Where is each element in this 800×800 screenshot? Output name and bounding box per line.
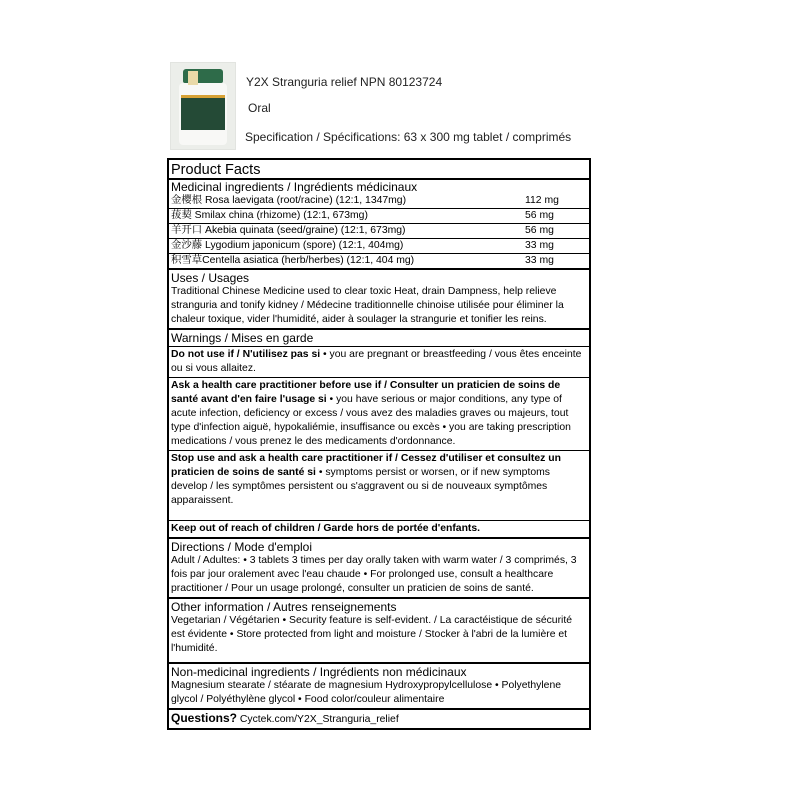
ingredient-row [169, 238, 589, 253]
non-medicinal-section [169, 662, 589, 708]
medicinal-section [169, 178, 589, 268]
warnings-heading: Warnings / Mises en garde [171, 331, 314, 345]
facts-title: Product Facts [171, 162, 261, 178]
other-info-text: Vegetarian / Végétarien • Security feature is self-evident. / La caractéistique de sécurité est évidente • Store protected from light and moisture / Stocker à l'abri de la lumière et l'humidité. [171, 615, 573, 654]
ingredient-name: 积雪草Centella asiatica (herb/herbes) (12:1, 404 mg) [171, 255, 415, 266]
stop-use-section [169, 450, 589, 520]
keep-out-section [169, 520, 589, 537]
non-medicinal-text: Magnesium stearate / stéarate de magnesium Hydroxypropylcellulose • Polyethylene glycol / Polyéthylène glycol • Food color/couleur alimentaire [171, 680, 562, 705]
ingredient-amount: 56 mg [525, 225, 554, 236]
ingredient-row [169, 208, 589, 223]
other-info-section [169, 597, 589, 662]
medicinal-heading: Medicinal ingredients / Ingrédients médicinaux [171, 180, 418, 194]
ingredient-name: 金沙藤 Lygodium japonicum (spore) (12:1, 404mg) [171, 240, 404, 251]
product-facts-box [167, 158, 591, 730]
do-not-use-label: Do not use if / N'utilisez pas si [171, 349, 321, 360]
ingredient-amount: 33 mg [525, 255, 554, 266]
ingredient-row [169, 253, 589, 268]
ask-practitioner-section [169, 377, 589, 450]
stop-use-text-block [171, 452, 587, 508]
ask-practitioner-text: • you have serious or major conditions, any type of acute infection, deficiency or excess / vous avez des maladies graves ou majeurs, tout type d'infection aiguë, hypokaliémie, insuffisance ou excès • you are taking prescription medications / vous prenez le des medicaments d'ordonnance. [171, 394, 571, 447]
do-not-use-section [169, 346, 589, 377]
bottle-label [181, 95, 225, 130]
ask-practitioner-text-block [171, 379, 587, 449]
questions-text-block [171, 711, 587, 727]
route-of-administration: Oral [248, 101, 271, 115]
warnings-section [169, 328, 589, 346]
ingredient-row [169, 194, 589, 208]
directions-text: Adult / Adultes: • 3 tablets 3 times per day orally taken with warm water / 3 comprimés, 3 fois par jour oralement avec l'eau chaude • For prolonged use, consult a healthcare practitioner / Pour un usage prolongé, consulter un praticien de soins de santé. [171, 555, 577, 594]
ingredient-amount: 33 mg [525, 240, 554, 251]
bottle-label-emblem [188, 71, 198, 85]
non-medicinal-heading: Non-medicinal ingredients / Ingrédients non médicinaux [171, 665, 467, 679]
ingredient-row [169, 223, 589, 238]
ingredient-name: 金樱根 Rosa laevigata (root/racine) (12:1, 1347mg) [171, 195, 407, 206]
specification: Specification / Spécifications: 63 x 300 mg tablet / comprimés [245, 130, 572, 144]
directions-heading: Directions / Mode d'emploi [171, 540, 313, 554]
ask-practitioner-label: Ask a health care practitioner before use if / Consulter un praticien de soins de santé avant d'en faire l'usage si [171, 380, 561, 405]
product-title: Y2X Stranguria relief NPN 80123724 [246, 75, 443, 89]
keep-out-text: Keep out of reach of children / Garde hors de portée d'enfants. [171, 523, 481, 534]
ingredient-name: 菝葜 Smilax china (rhizome) (12:1, 673mg) [171, 210, 368, 221]
uses-section [169, 268, 589, 328]
uses-heading: Uses / Usages [171, 271, 250, 285]
questions-link: Cyctek.com/Y2X_Stranguria_relief [237, 714, 399, 725]
stop-use-label: Stop use and ask a health care practitioner if / Cessez d'utiliser et consultez un praticien de soins de santé si [171, 453, 561, 478]
product-image [170, 62, 236, 150]
ingredient-amount: 56 mg [525, 210, 554, 221]
ingredient-amount: 112 mg [525, 195, 559, 206]
do-not-use-text: • you are pregnant or breastfeeding / vous êtes enceinte ou si vous allaitez. [171, 349, 582, 374]
questions-label: Questions? [171, 711, 238, 725]
stop-use-text: • symptoms persist or worsen, or if new symptoms develop / les symptômes persistent ou s'aggravent ou si de nouveaux symptômes apparaissent. [171, 467, 550, 506]
ingredient-name: 羊开口 Akebia quinata (seed/graine) (12:1, 673mg) [171, 225, 406, 236]
directions-section [169, 537, 589, 597]
do-not-use-text-block [171, 348, 587, 376]
uses-text: Traditional Chinese Medicine used to clear toxic Heat, drain Dampness, help relieve stranguria and tonify kidney / Médecine traditionnelle chinoise utilisée pour éliminer la chaleur toxique, vider l'humidité, aider à soulager la strangurie et tonifier les reins. [171, 286, 564, 325]
other-info-heading: Other information / Autres renseignements [171, 600, 397, 614]
questions-section [169, 708, 589, 728]
